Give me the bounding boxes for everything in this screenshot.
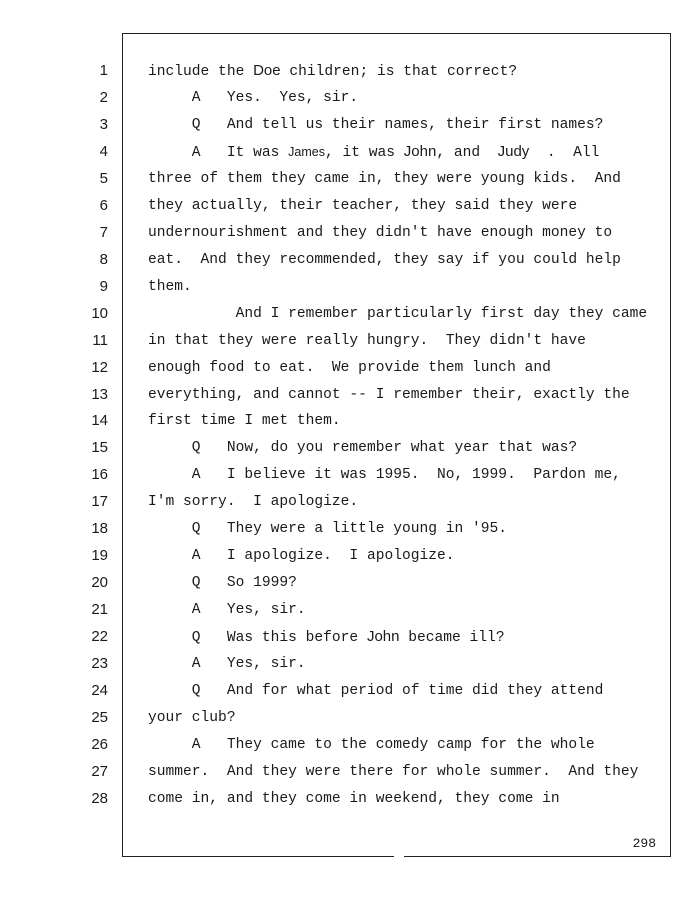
transcript-line: they actually, their teacher, they said they were [148,198,578,214]
line-number: 16 [91,466,108,483]
transcript-line: them. [148,279,192,295]
line-number: 20 [91,574,108,591]
bottom-rule-left [122,856,394,857]
transcript-line: eat. And they recommended, they say if you could help [148,252,621,268]
line-number: 12 [91,359,108,376]
transcript-line [148,142,663,163]
line-number: 2 [99,89,108,106]
transcript-line: A They came to the comedy camp for the whole [148,737,595,753]
line-number: 18 [91,520,108,537]
redacted-name: John [403,143,437,160]
transcript-line: A Yes, sir. [148,656,306,672]
page-number: 298 [632,836,656,851]
line-text: Q Was this before [148,630,367,646]
margin-rule [122,33,123,856]
transcript-line [148,61,663,82]
line-number: 28 [91,790,108,807]
transcript-line: Q And for what period of time did they attend [148,683,604,699]
line-text: , it was [324,145,404,161]
transcript-line: A I apologize. I apologize. [148,548,455,564]
transcript-line: summer. And they were there for whole summer. And they [148,764,639,780]
line-text: include the [148,64,254,80]
transcript-line: your club? [148,710,236,726]
line-number: 26 [91,736,108,753]
line-number: 25 [91,709,108,726]
line-number: 3 [99,116,108,133]
line-text: became ill? [399,630,505,646]
transcript-line: in that they were really hungry. They didn't have [148,333,586,349]
transcript-line [148,627,663,648]
transcript-line: And I remember particularly first day they came [148,306,648,322]
line-number: 5 [99,170,108,187]
transcript-line: first time I met them. [148,413,341,429]
line-number: 4 [99,143,108,160]
line-number: 14 [91,412,108,429]
redacted-name: Doe [253,62,281,79]
line-number: 27 [91,763,108,780]
transcript-line: enough food to eat. We provide them lunch and [148,360,551,376]
transcript-line: Q They were a little young in '95. [148,521,508,537]
transcript-line: A I believe it was 1995. No, 1999. Pardon me, [148,467,621,483]
line-number: 11 [92,332,108,349]
line-text: children; is that correct? [280,64,518,80]
transcript-line: come in, and they come in weekend, they come in [148,791,560,807]
line-number: 9 [99,278,108,295]
transcript-line: A Yes. Yes, sir. [148,90,359,106]
line-number: 21 [91,601,108,618]
line-text: . All [529,145,600,161]
line-number: 24 [91,682,108,699]
line-number: 23 [91,655,108,672]
line-number: 8 [99,251,108,268]
line-number: 7 [99,224,108,241]
transcript-line: Q And tell us their names, their first names? [148,117,604,133]
line-number: 6 [99,197,108,214]
transcript-line: everything, and cannot -- I remember their, exactly the [148,387,630,403]
redacted-name: James [288,145,325,159]
line-number: 10 [91,305,108,322]
redacted-name: John [366,628,400,645]
transcript-line: A Yes, sir. [148,602,306,618]
line-number: 17 [91,493,108,510]
transcript-line: undernourishment and they didn't have enough money to [148,225,613,241]
line-number: 15 [91,439,108,456]
line-number: 19 [91,547,108,564]
transcript-line: Q So 1999? [148,575,297,591]
redacted-name: Judy [497,143,530,160]
line-text: A It was [148,145,289,161]
transcript-line: three of them they came in, they were young kids. And [148,171,621,187]
line-number: 1 [99,62,108,79]
line-number: 13 [91,386,108,403]
transcript-line: I'm sorry. I apologize. [148,494,359,510]
bottom-rule-right [404,856,671,857]
line-number: 22 [91,628,108,645]
transcript-line: Q Now, do you remember what year that was? [148,440,578,456]
line-text: , and [436,145,498,161]
